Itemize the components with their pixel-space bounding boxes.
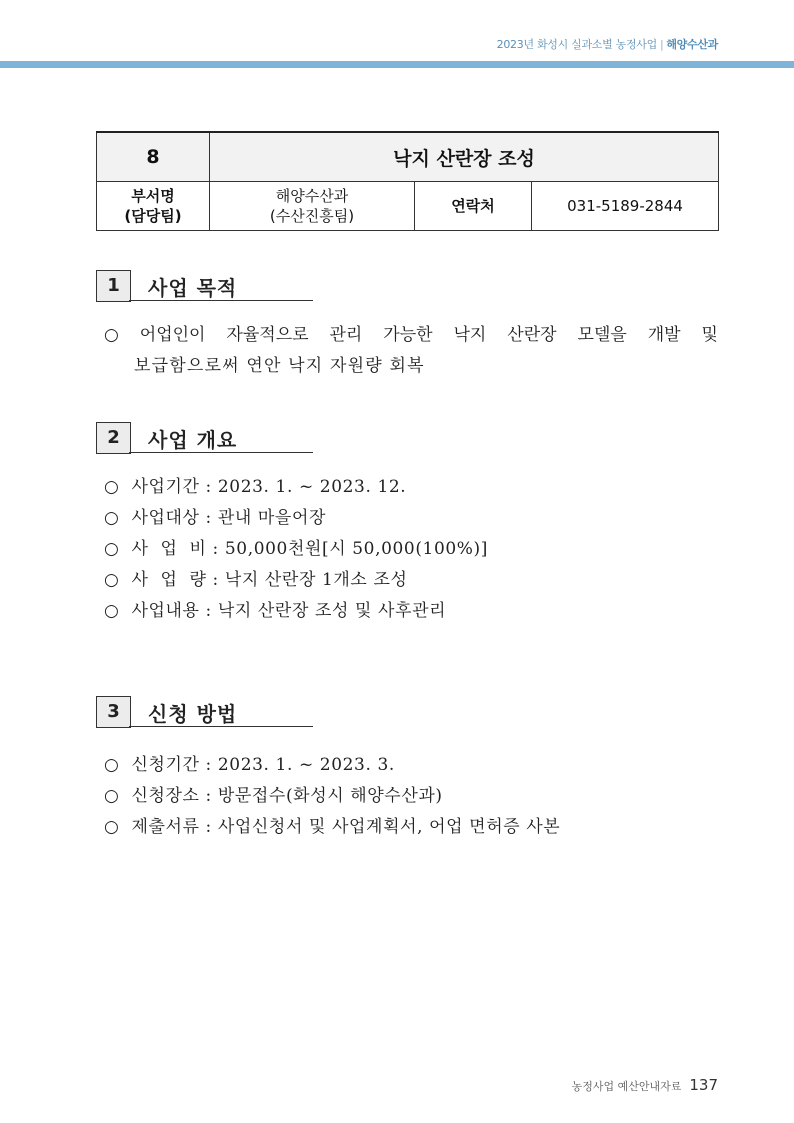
overview-item-period: ○ 사업기간 : 2023. 1. ~ 2023. 12. bbox=[104, 477, 407, 497]
contact-value: 031-5189-2844 bbox=[532, 182, 719, 231]
dept-label-line2: (담당팀) bbox=[124, 207, 182, 225]
section-3-heading bbox=[96, 696, 313, 730]
running-header bbox=[497, 36, 718, 52]
overview-item-target: ○ 사업대상 : 관내 마을어장 bbox=[104, 508, 326, 528]
section-title: 사업 목적 bbox=[148, 276, 238, 300]
contact-label: 연락처 bbox=[415, 182, 532, 231]
project-info-table bbox=[96, 131, 719, 231]
project-title: 낙지 산란장 조성 bbox=[210, 132, 719, 182]
section-title: 신청 방법 bbox=[148, 702, 238, 726]
dept-value-line2: (수산진흥팀) bbox=[269, 207, 355, 225]
dept-label-line1: 부서명 bbox=[131, 187, 175, 205]
section-1-heading bbox=[96, 270, 313, 304]
apply-item-place: ○ 신청장소 : 방문접수(화성시 해양수산과) bbox=[104, 786, 443, 806]
overview-item-budget: ○ 사 업 비 : 50,000천원[시 50,000(100%)] bbox=[104, 539, 489, 559]
header-accent-bar bbox=[0, 61, 794, 68]
apply-item-documents: ○ 제출서류 : 사업신청서 및 사업계획서, 어업 면허증 사본 bbox=[104, 817, 561, 837]
section-2-heading bbox=[96, 422, 313, 456]
dept-value bbox=[210, 182, 415, 231]
header-dept: 해양수산과 bbox=[666, 38, 718, 51]
section-2-body bbox=[104, 472, 718, 627]
section-number-box: 2 bbox=[96, 422, 131, 454]
word: 가능한 bbox=[383, 325, 433, 345]
apply-item-period: ○ 신청기간 : 2023. 1. ~ 2023. 3. bbox=[104, 755, 395, 775]
section-3-body bbox=[104, 750, 718, 843]
dept-value-line1: 해양수산과 bbox=[275, 187, 349, 205]
overview-item-content: ○ 사업내용 : 낙지 산란장 조성 및 사후관리 bbox=[104, 601, 447, 621]
info-title-row bbox=[97, 132, 719, 182]
word: 개발 bbox=[647, 325, 681, 345]
section-number-box: 1 bbox=[96, 270, 131, 302]
bullet-circle: ○ bbox=[104, 325, 119, 345]
page-number: 137 bbox=[689, 1076, 718, 1094]
word: 산란장 bbox=[507, 325, 557, 345]
header-doc-title: 2023년 화성시 실과소별 농정사업 bbox=[496, 38, 657, 51]
word: 어업인이 bbox=[139, 325, 206, 345]
overview-item-quantity: ○ 사 업 량 : 낙지 산란장 1개소 조성 bbox=[104, 570, 408, 590]
word: 낙지 bbox=[453, 325, 487, 345]
section-title: 사업 개요 bbox=[148, 428, 238, 452]
word: 모델을 bbox=[577, 325, 627, 345]
page-footer bbox=[572, 1076, 718, 1094]
header-separator: | bbox=[659, 38, 664, 51]
word: 자율적으로 bbox=[226, 325, 309, 345]
project-number: 8 bbox=[97, 132, 210, 182]
purpose-line-2: 보급함으로써 연안 낙지 자원량 회복 bbox=[134, 356, 425, 376]
dept-label bbox=[97, 182, 210, 231]
info-detail-row bbox=[97, 182, 719, 231]
section-number-box: 3 bbox=[96, 696, 131, 728]
section-1-body bbox=[104, 320, 718, 382]
word: 및 bbox=[701, 325, 718, 345]
word: 관리 bbox=[329, 325, 363, 345]
purpose-line-1 bbox=[104, 320, 718, 351]
footer-label: 농정사업 예산안내자료 bbox=[571, 1080, 682, 1093]
